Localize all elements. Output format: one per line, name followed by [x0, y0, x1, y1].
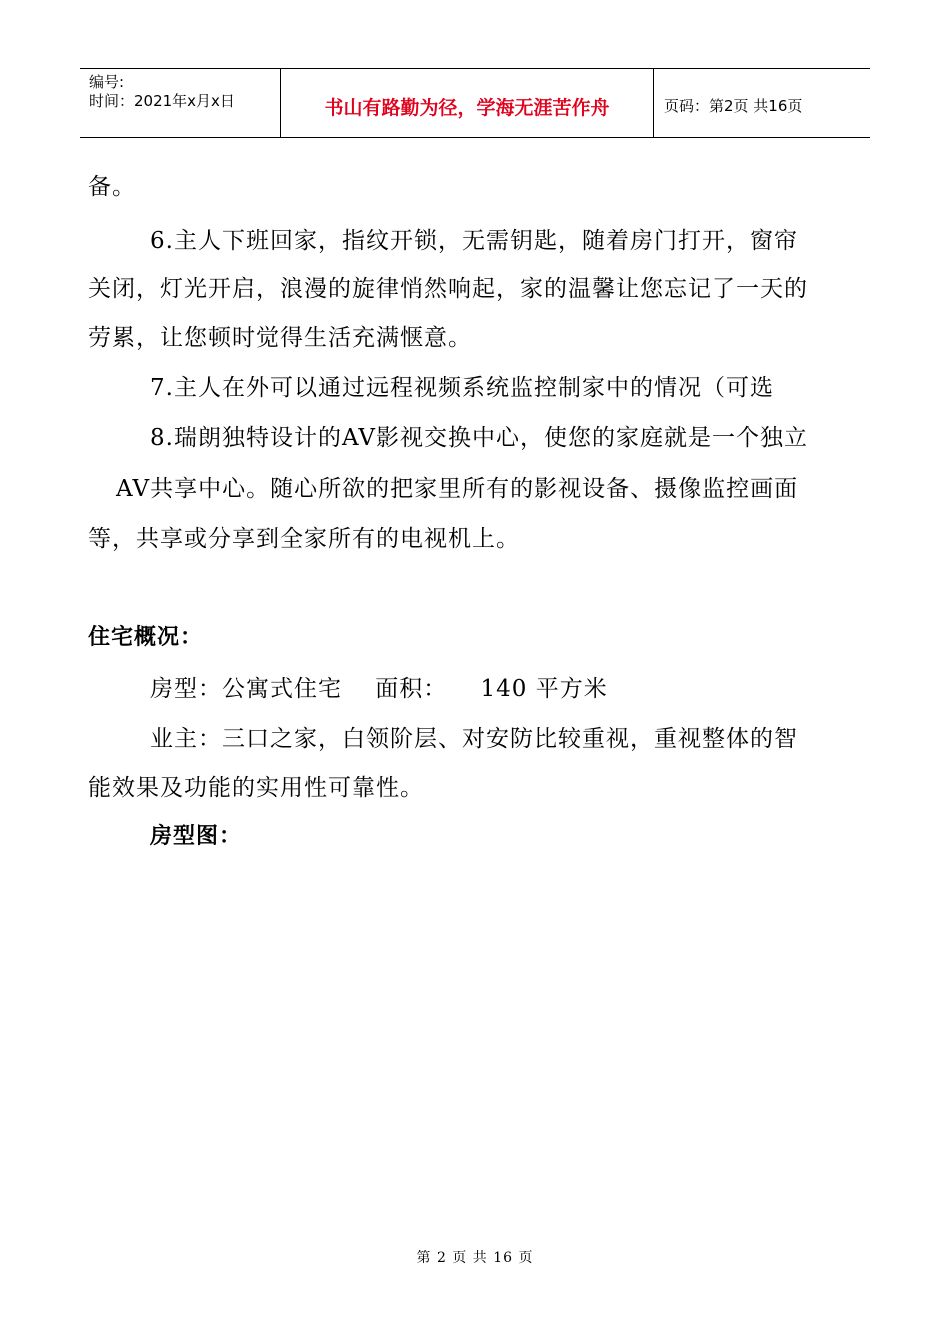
paragraph-line: 等，共享或分享到全家所有的电视机上。 — [88, 526, 520, 552]
document-time-label: 时间：2021年x月x日 — [89, 92, 235, 110]
house-type-line: 房型：公寓式住宅 面积： 140 平方米 — [150, 676, 608, 702]
header-motto: 书山有路勤为径，学海无涯苦作舟 — [281, 69, 654, 137]
floorplan-label: 房型图： — [150, 824, 243, 849]
document-number-label: 编号: — [89, 73, 125, 91]
paragraph-line: 6.主人下班回家，指纹开锁，无需钥匙，随着房门打开，窗帘 — [150, 228, 798, 254]
paragraph-line: AV共享中心。随心所欲的把家里所有的影视设备、摄像监控画面 — [116, 476, 799, 502]
owner-line: 业主：三口之家，白领阶层、对安防比较重视，重视整体的智 — [150, 726, 798, 752]
paragraph-line: 劳累，让您顿时觉得生活充满惬意。 — [88, 325, 472, 351]
paragraph-line: 7.主人在外可以通过远程视频系统监控制家中的情况（可选 — [150, 375, 774, 401]
page-footer: 第 2 页 共 16 页 — [416, 1250, 534, 1266]
page-header — [80, 68, 870, 138]
header-left-cell — [80, 69, 281, 137]
paragraph-line: 8.瑞朗独特设计的AV影视交换中心，使您的家庭就是一个独立 — [150, 425, 809, 451]
paragraph-line: 关闭，灯光开启，浪漫的旋律悄然响起，家的温馨让您忘记了一天的 — [88, 276, 808, 302]
paragraph-line: 备。 — [88, 174, 136, 200]
owner-line-continued: 能效果及功能的实用性可靠性。 — [88, 775, 424, 801]
section-title-residence: 住宅概况： — [88, 625, 204, 650]
header-page-info: 页码：第2页 共16页 — [664, 96, 803, 115]
